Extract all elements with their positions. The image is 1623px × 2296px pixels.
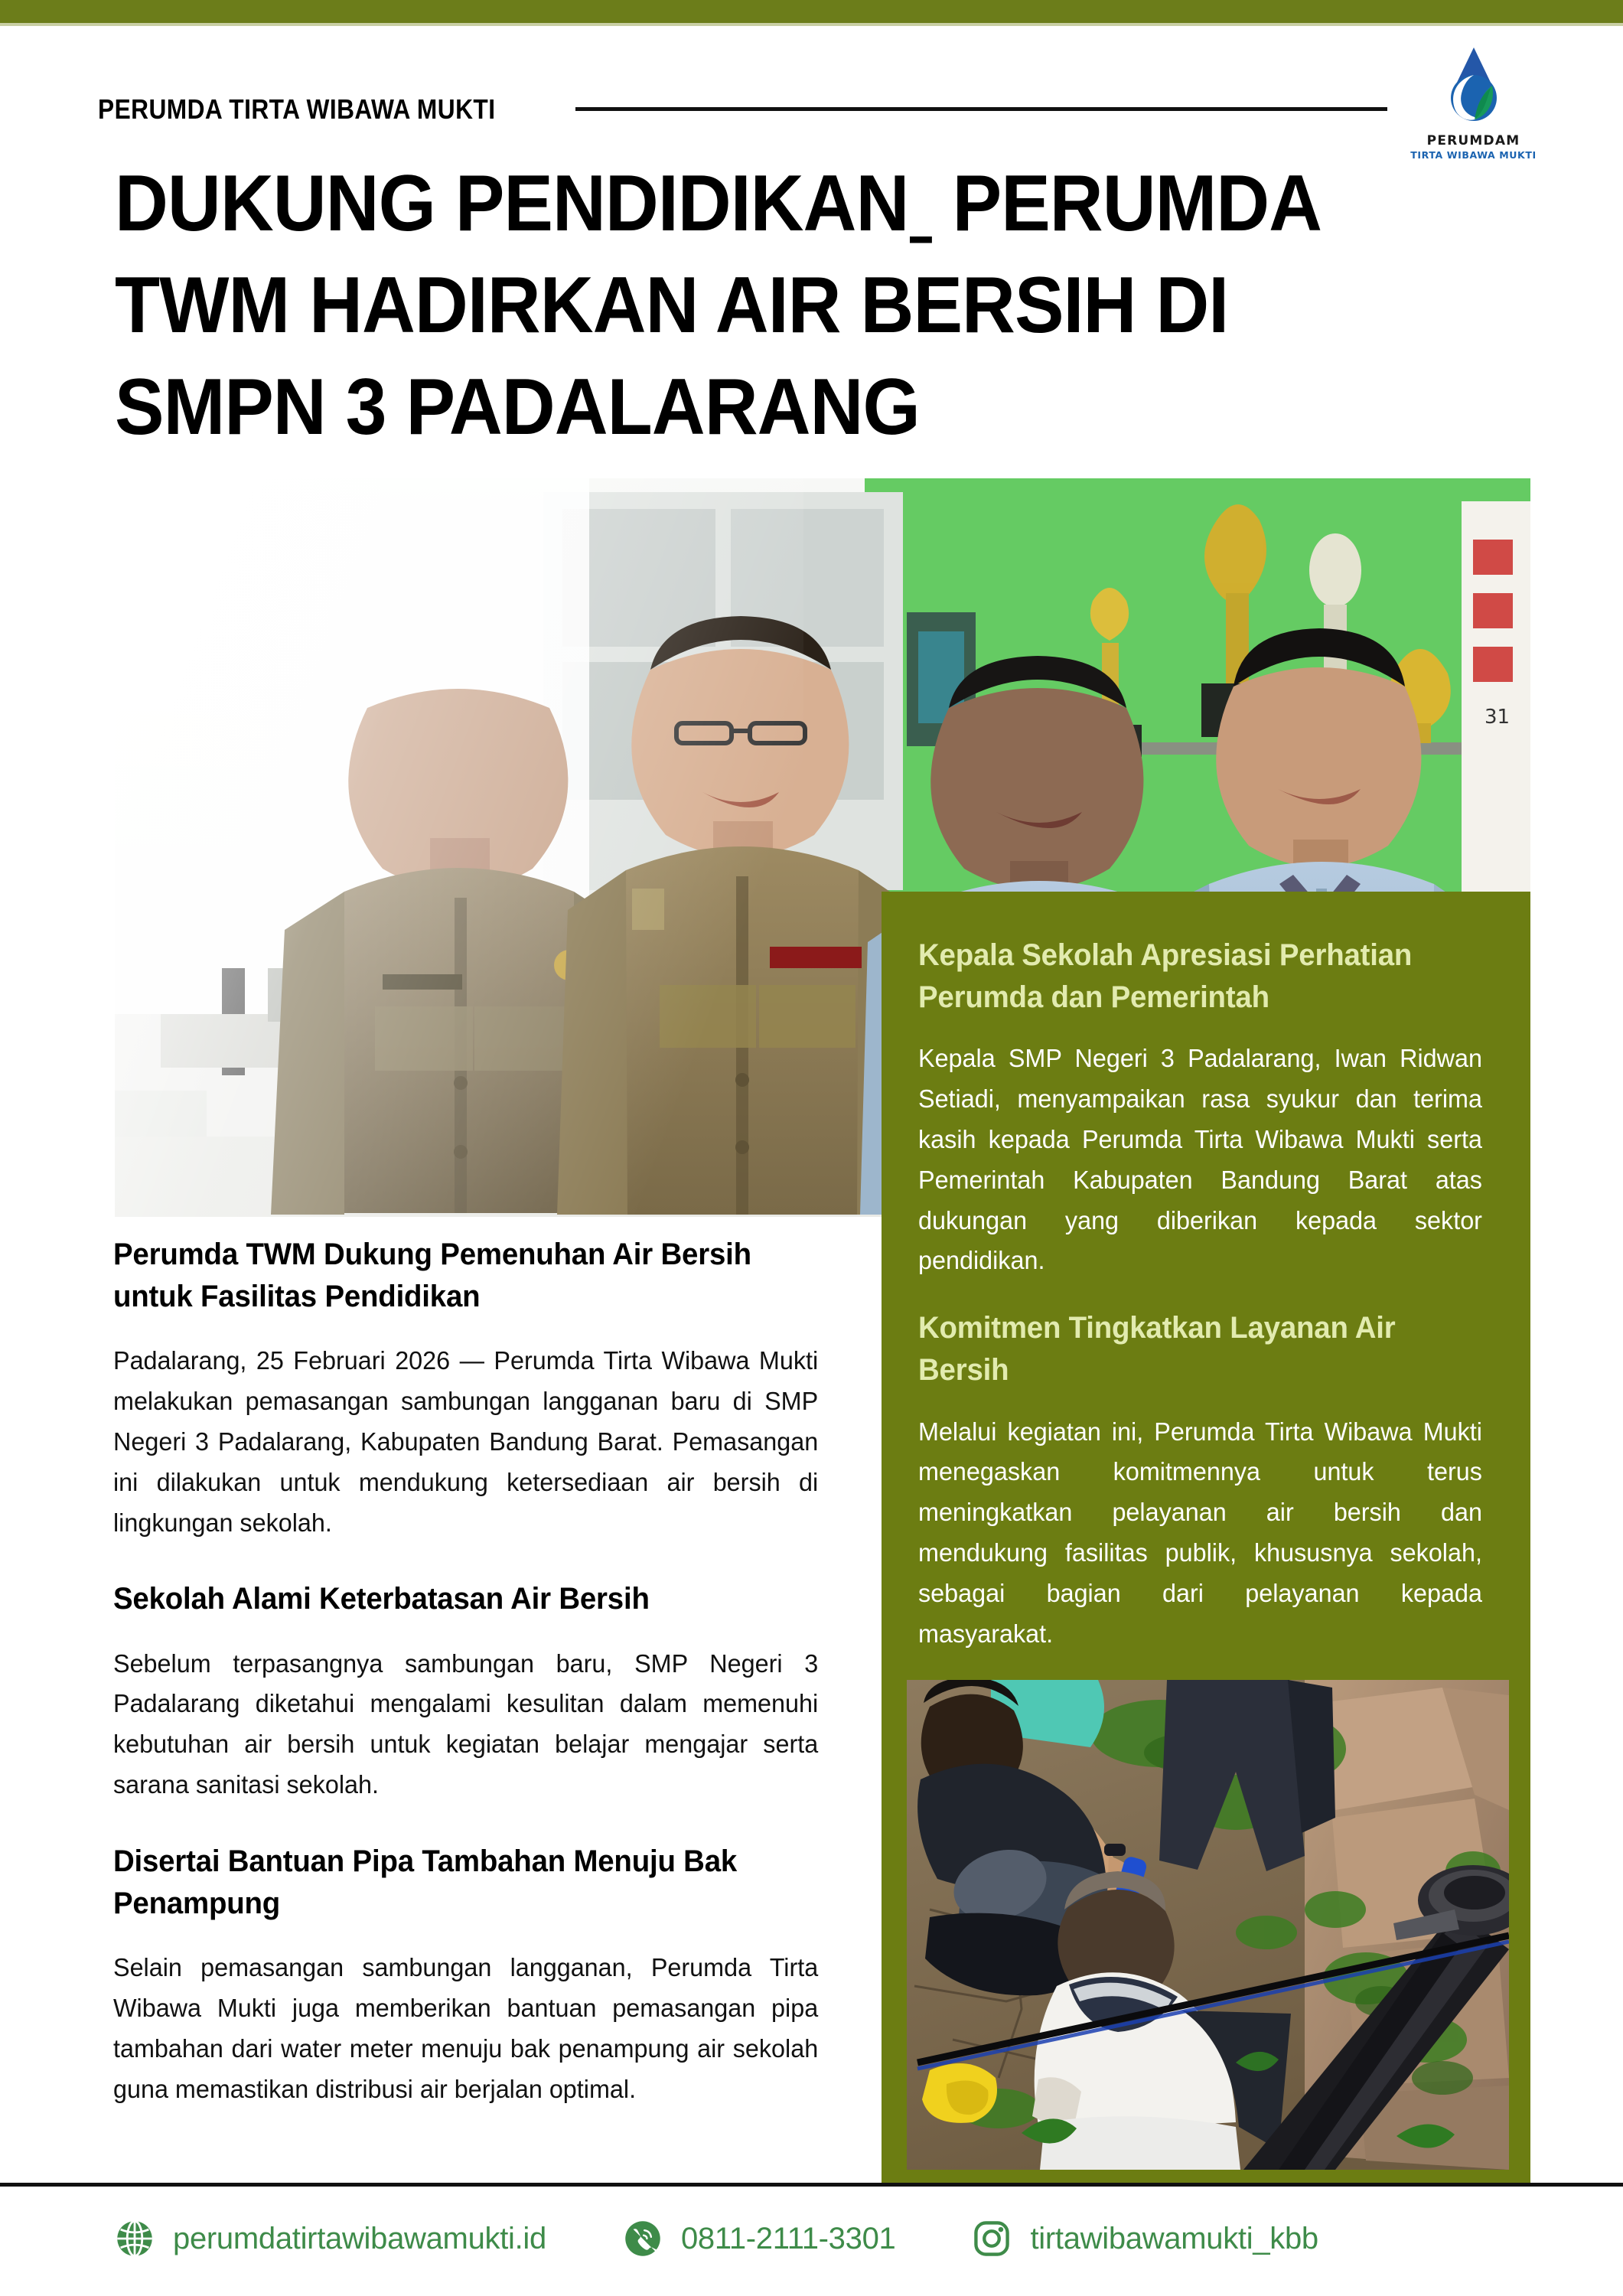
page-title-line-2: TWM HADIRKAN AIR BERSIH DI <box>115 261 1229 351</box>
section-spacer <box>113 1805 833 1841</box>
footer-website-label: perumdatirtawibawamukti.id <box>173 2221 546 2255</box>
logo-wordmark: PERUMDAM <box>1426 133 1520 148</box>
header-divider-rule <box>575 107 1387 111</box>
section-spacer <box>113 1543 833 1578</box>
footer-phone[interactable] <box>621 2217 896 2260</box>
globe-icon <box>113 2217 156 2260</box>
left-section-heading-1: Perumda TWM Dukung Pemenuhan Air Bersih untuk Fasilitas Pendidikan <box>113 1238 751 1314</box>
panel-body-1: Kepala SMP Negeri 3 Padalarang, Iwan Ridwan Setiadi, menyampaikan rasa syukur dan terima kasih kepada Perumda Tirta Wibawa Mukti serta Pemerintah Kabupaten Bandung Barat atas dukungan yang diberikan kepada sektor pendidikan. <box>918 1044 1482 1275</box>
page-title-line-3: SMPN 3 PADALARANG <box>115 363 920 452</box>
page-title <box>115 153 1553 458</box>
company-logo <box>1410 46 1537 161</box>
left-section-body-2: Sebelum terpasangnya sambungan baru, SMP Negeri 3 Padalarang diketahui mengalami kesulitan dalam memenuhi kebutuhan air bersih untuk kegiatan belajar mengajar serta sarana sanitasi sekolah. <box>113 1649 819 1799</box>
brand-kicker: PERUMDA TIRTA WIBAWA MUKTI <box>98 93 496 125</box>
page-footer <box>113 2204 1552 2273</box>
left-section-body-1: Padalarang, 25 Februari 2026 — Perumda Tirta Wibawa Mukti melakukan pemasangan sambungan langganan baru di SMP Negeri 3 Padalarang, Kabupaten Bandung Barat. Pemasangan ini dilakukan untuk mendukung ketersediaan air bersih di lingkungan sekolah. <box>113 1346 819 1537</box>
footer-phone-label: 0811-2111-3301 <box>680 2221 896 2255</box>
bottom-photo <box>907 1680 1509 2170</box>
phone-icon <box>621 2217 664 2260</box>
svg-text:31: 31 <box>1484 706 1511 729</box>
bottom-photo-image <box>907 1680 1509 2170</box>
panel-body-2: Melalui kegiatan ini, Perumda Tirta Wibawa Mukti menegaskan komitmennya untuk terus meningkatkan pelayanan air bersih dan mendukung fasilitas publik, khususnya sekolah, sebagai bagian dari pelayanan kepada masyarakat. <box>918 1417 1482 1648</box>
left-section-body-3: Selain pemasangan sambungan langganan, Perumda Tirta Wibawa Mukti juga memberikan bantuan pemasangan pipa tambahan dari water meter menuju bak penampung air sekolah guna memastikan distribusi air berjalan optimal. <box>113 1953 819 2103</box>
footer-instagram-label: tirtawibawamukti_kbb <box>1030 2221 1318 2255</box>
top-accent-bar <box>0 0 1623 23</box>
footer-website[interactable] <box>113 2217 546 2260</box>
footer-divider-rule <box>0 2183 1623 2187</box>
left-section-heading-2: Sekolah Alami Keterbatasan Air Bersih <box>113 1582 650 1616</box>
instagram-icon <box>970 2217 1013 2260</box>
panel-heading-1: Kepala Sekolah Apresiasi Perhatian Perumda dan Pemerintah <box>918 938 1413 1015</box>
page-title-line-1: DUKUNG PENDIDIKANˍ PERUMDA <box>115 159 1322 248</box>
water-drop-leaf-logo-icon <box>1439 46 1509 132</box>
article-left-column <box>113 1234 833 2109</box>
left-section-heading-3: Disertai Bantuan Pipa Tambahan Menuju Bak Penampung <box>113 1844 738 1920</box>
highlight-panel <box>882 892 1530 1662</box>
panel-heading-2: Komitmen Tingkatkan Layanan Air Bersih <box>918 1311 1396 1388</box>
top-accent-hairline <box>0 23 1623 26</box>
logo-subtitle: TIRTA WIBAWA MUKTI <box>1410 149 1537 161</box>
footer-instagram[interactable] <box>970 2217 1318 2260</box>
panel-spacer <box>918 1281 1494 1307</box>
